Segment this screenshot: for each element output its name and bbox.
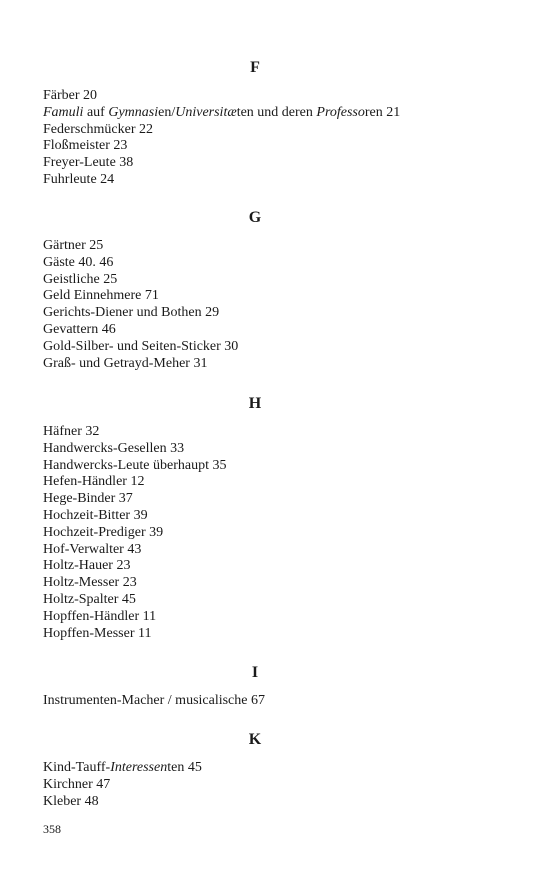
index-entry [43, 172, 467, 189]
entry-list [43, 88, 467, 189]
section-h [43, 394, 467, 642]
entry-text: Federschmücker 22 [43, 121, 154, 137]
index-entry [43, 356, 467, 373]
section-i [43, 663, 467, 710]
entry-list [43, 760, 467, 810]
entry-text: Fuhrleute 24 [43, 171, 115, 187]
entry-text: en/ [158, 104, 176, 120]
index-entry [43, 255, 467, 272]
entry-text: Hochzeit-Bitter 39 [43, 507, 148, 523]
index-entry [43, 491, 467, 508]
entry-text: Gerichts-Diener und Bothen 29 [43, 305, 220, 321]
italic-text: Famuli [43, 104, 84, 120]
section-letter: G [248, 209, 262, 226]
section-k [43, 730, 467, 810]
index-entry [43, 441, 467, 458]
section-letter: I [251, 664, 259, 681]
index-entry [43, 626, 467, 643]
index-entry [43, 542, 467, 559]
section-f [43, 58, 467, 189]
entry-text: Geistliche 25 [43, 271, 118, 287]
index-entry [43, 592, 467, 609]
entry-text: Kind-Tauff- [43, 760, 111, 775]
entry-text: Häfner 32 [43, 424, 100, 439]
italic-text: Interessen [110, 760, 168, 775]
entry-text: Graß- und Getrayd-Meher 31 [43, 355, 208, 371]
index-entry [43, 575, 467, 592]
index-entry [43, 138, 467, 155]
italic-text: Gymnasi [108, 104, 159, 120]
entry-text: Floßmeister 23 [43, 138, 128, 154]
index-entry [43, 760, 467, 777]
entry-text: Geld Einnehmere 71 [43, 288, 159, 304]
entry-list [43, 424, 467, 642]
page-number: 358 [43, 822, 61, 836]
entry-text: Hochzeit-Prediger 39 [43, 524, 164, 540]
entry-text: ten 45 [167, 760, 202, 775]
entry-text: Instrumenten-Macher / musicalische 67 [43, 693, 265, 708]
entry-text: Handwercks-Leute überhaupt 35 [43, 457, 227, 473]
section-letter: K [248, 731, 262, 748]
index-entry [43, 609, 467, 626]
index-entry [43, 322, 467, 339]
index-entry [43, 105, 467, 122]
index-entry [43, 693, 467, 710]
index-entry [43, 122, 467, 139]
entry-text: Holtz-Hauer 23 [43, 558, 131, 574]
entry-text: Kleber 48 [43, 793, 99, 809]
entry-text: Hof-Verwalter 43 [43, 541, 142, 557]
index-entry [43, 88, 467, 105]
index-entry [43, 424, 467, 441]
entry-text: Freyer-Leute 38 [43, 155, 134, 171]
index-entry [43, 288, 467, 305]
entry-text: Hopffen-Händler 11 [43, 608, 157, 624]
entry-text: Holtz-Spalter 45 [43, 591, 136, 607]
index-entry [43, 525, 467, 542]
entry-text: Gold-Silber- und Seiten-Sticker 30 [43, 338, 239, 354]
entry-text: Holtz-Messer 23 [43, 575, 137, 591]
section-letter: H [248, 395, 262, 412]
index-entry [43, 558, 467, 575]
index-entry [43, 474, 467, 491]
entry-text: ren 21 [364, 104, 401, 120]
italic-text: Universitæ [175, 104, 237, 120]
index-entry [43, 272, 467, 289]
index-entry [43, 238, 467, 255]
index-entry [43, 794, 467, 811]
index-entry [43, 305, 467, 322]
entry-list [43, 238, 467, 372]
entry-text: auf [83, 104, 109, 120]
entry-text: Kirchner 47 [43, 776, 111, 792]
section-g [43, 208, 467, 372]
index-entry [43, 339, 467, 356]
entry-text: Färber 20 [43, 88, 98, 103]
index-entry [43, 777, 467, 794]
entry-text: Gäste 40. 46 [43, 254, 114, 270]
entry-list [43, 693, 467, 710]
entry-text: Gevattern 46 [43, 321, 116, 337]
index-entry [43, 155, 467, 172]
entry-text: Hege-Binder 37 [43, 491, 133, 507]
entry-text: Hopffen-Messer 11 [43, 625, 152, 641]
entry-text: Handwercks-Gesellen 33 [43, 440, 185, 456]
entry-text: ten und deren [236, 104, 317, 120]
entry-text: Hefen-Händler 12 [43, 474, 145, 490]
index-entry [43, 508, 467, 525]
italic-text: Professo [316, 104, 365, 120]
section-letter: F [250, 59, 260, 76]
index-entry [43, 458, 467, 475]
entry-text: Gärtner 25 [43, 238, 104, 253]
